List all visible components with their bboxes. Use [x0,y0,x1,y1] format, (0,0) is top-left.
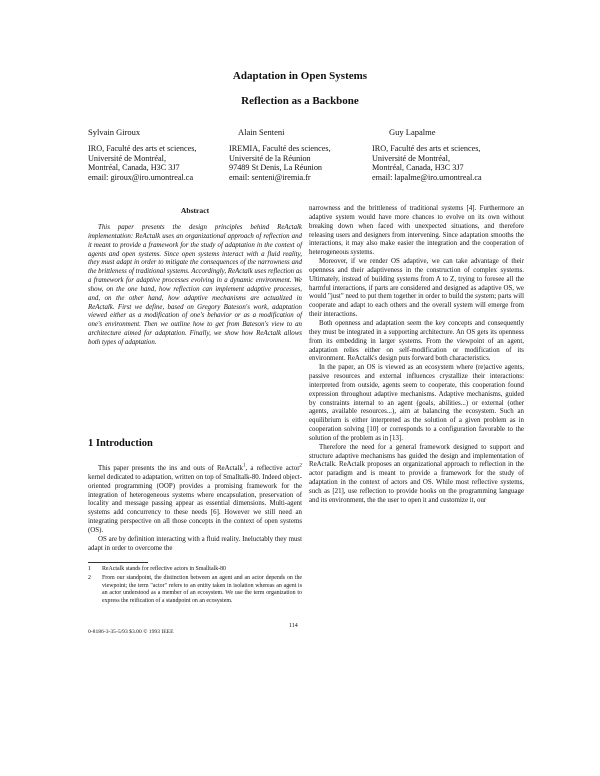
footnote-rule [88,562,148,563]
abstract-heading: Abstract [180,206,210,215]
abstract-text [88,224,302,348]
intro-text-b: , a reflective actor [245,465,300,472]
intro-text-c: kernel dedicated to adaptation, written on top of Smalltalk-80. Indeed object-oriented programming (OOP) provides a promising framework for the integration of heterogeneous systems where encapsulation, preservation of locality and message passing appear as essential dimensions. Multi-agent systems add concurrency to these needs [6]. However we still need an integrating perspective on all those concepts in the context of open systems (OS). [88,473,302,534]
affiliation-email: email: giroux@iro.umontreal.ca [88,172,194,182]
footnote-number: 2 [88,575,91,581]
body-paragraph: Therefore the need for a general framework designed to support and structure adaptive mechanisms has guided the design and implementation of ReActalk. ReActalk proposes an organizational approach to reflection in the actor paradigm and is meant to provide a framework for the study of adaptation in the context of actors and OS. While most reflective systems, such as [21], use reflection to provide hooks on the programming language and its environment, the the user to open it and customize it, our [309,443,524,504]
page-number: 114 [289,623,298,629]
affiliation-email: email: lapalme@iro.umontreal.ca [372,172,482,182]
author-affiliation-3 [372,144,482,182]
footnote-text: From our standpoint, the distinction between an agent and an actor depends on the viewpoint; the term "actor" refers to an entity taken in isolation whereas an agent is an actor understood as a member of an ecosystem. We use the term organization to express the reification of a standpoint on an ecosystem. [102,575,302,604]
author-name-2: Alain Senteni [238,127,285,137]
footnote-number: 1 [88,566,91,572]
paper-title: Adaptation in Open Systems [232,70,368,82]
intro-paragraph-1 [88,465,302,536]
footnote-2 [88,575,302,605]
intro-text-a: This paper presents the ins and outs of ReActalk [98,465,243,472]
affiliation-email: email: senteni@iremia.fr [229,172,311,182]
copyright-footer: 0-8186-3-35-5/93 $3.00 © 1993 IEEE [88,629,174,635]
body-paragraph: Moreover, if we render OS adaptive, we can take advantage of their openness and their adaptiveness in the construction of complex systems. Ultimately, instead of building systems from A to Z, trying to foresee all the harmful interactions, if parts are considered and designed as adaptive OS, we would "just" need to put them together in order to build the system; parts will cooperate and adapt to each others and the overall system will emerge from their interactions. [309,258,524,319]
section-heading-introduction: 1 Introduction [88,438,153,449]
affiliation-line: 97489 St Denis, La Réunion [229,163,323,173]
affiliation-line: IRO, Faculté des arts et sciences, [88,144,197,153]
footnote-1 [88,566,302,574]
footnote-mark-1: 1 [242,463,246,469]
affiliation-line: Université de Montréal, [88,153,166,163]
footnote-text: ReActalk stands for reflective actors in Smalltalk-80 [102,566,226,572]
affiliation-line: IRO, Faculté des arts et sciences, [372,144,481,153]
affiliation-line: Université de Montréal, [372,153,450,163]
affiliation-line: Montréal, Canada, H3C 3J7 [372,163,464,173]
right-column-text [309,205,524,506]
body-paragraph: narrowness and the brittleness of traditional systems [4]. Furthermore an adaptive system would have more chances to evolve on its own without breaking down when faced with unexpected situations, and therefore releasing users and designers from intervening. Since adaptation smooths the interactions, it may also make easier the integration and the cooperation of heterogeneous systems. [309,205,524,257]
abstract-paragraph: This paper presents the design principles behind ReActalk implementation: ReActalk uses an organizational approach of reflection and it meant to provide a framework for the study of adaptation in the context of agents and open systems. Since open systems interact with a fluid reality, they must adapt in order to mitigate the consequences of the narrowness and the brittleness of traditional systems. Accordingly, ReActalk uses reflection as a framework for adaptive processes evolving in a dynamic environment. We show, on the one hand, how reflection can implement adaptive processes, and, on the other hand, how adaptive mechanisms are actualized in ReActalk. First we define, based on Gregory Bateson's work, adaptation viewed either as a modification of one's behavior or as a modification of one's environment. Then we outline how to get from Bateson's view to an architecture aimed for adaptation. Finally, we show how ReActalk allows both types of adaptation. [88,224,302,346]
intro-paragraph-2: OS are by definition interacting with a fluid reality. Ineluctably they must adapt in order to overcome the [88,535,302,552]
author-name-1: Sylvain Giroux [88,127,141,137]
affiliation-line: IREMIA, Faculté des sciences, [229,144,331,153]
introduction-text [88,465,302,553]
affiliation-line: Montréal, Canada, H3C 3J7 [88,163,180,173]
author-affiliation-2 [229,144,331,182]
affiliation-line: Université de la Réunion [229,153,311,163]
author-affiliation-1 [88,144,196,182]
footnote-mark-2: 2 [299,463,302,469]
paper-subtitle: Reflection as a Backbone [241,95,359,107]
body-paragraph: Both openness and adaptation seem the key concepts and consequently they must be integrated in a supporting architecture. An OS gets its openness from its embedding in larger systems. From the viewpoint of an agent, adaptation relies either on self-modification or modification of its environment. ReActalk's design puts forward both characteristics. [309,319,524,363]
body-paragraph: In the paper, an OS is viewed as an ecosystem where (re)active agents, passive resources and external influences crystallize their interactions: interpreted from outside, agents seem to cooperate, this cooperation found expression throughout adaptive mechanisms. Adaptive mechanisms, guided by constraints internal to an agent (goals, abilities...) or external (other agents, available resources...), aim at balancing the ecosystem. Such an equilibrium is either interpreted as the solution of a given problem as in cooperation solving [10] or corresponds to a configuration favorable to the solution of the problem as in [13]. [309,364,524,442]
author-name-3: Guy Lapalme [389,127,436,137]
